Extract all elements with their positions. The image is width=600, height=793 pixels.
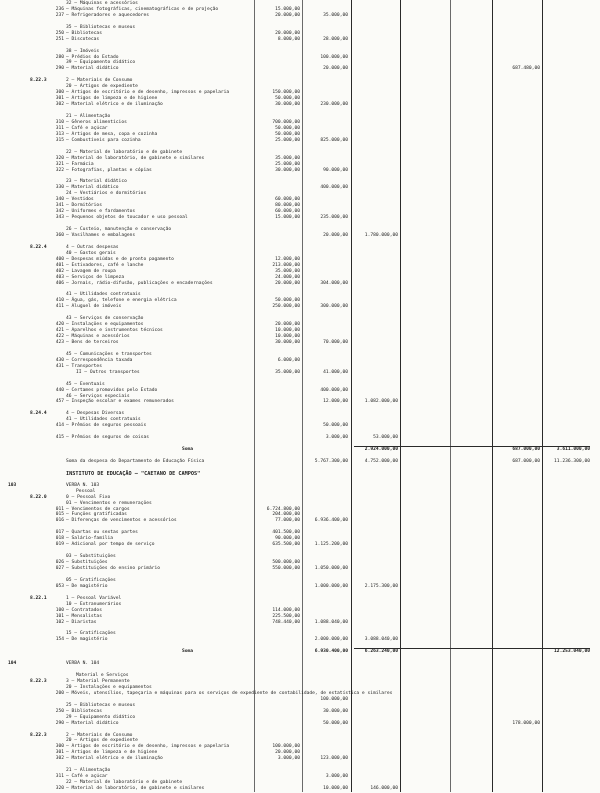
item-code: 301	[55, 96, 64, 102]
item-value: 10.000,00	[275, 334, 300, 340]
item-description: — Diferenças de vencimentos e acessórios	[66, 518, 177, 524]
item-code: 102	[55, 619, 64, 625]
sum-rule	[354, 446, 590, 447]
item-code: 341	[55, 203, 64, 209]
item-value: 50.000,00	[275, 298, 300, 304]
item-description: 38 — Imóveis	[66, 48, 100, 54]
item-value: 10.000,00	[275, 328, 300, 334]
section-code: 8.24.4	[30, 411, 47, 417]
section-code: 8.22.3	[30, 78, 47, 84]
item-value: 213.000,00	[272, 262, 300, 268]
verba-number: 104	[8, 661, 17, 667]
item-value: 20.000,00	[275, 30, 300, 36]
item-description: — Bens de terceiros	[66, 340, 119, 345]
group-subtotal: 123.000,00	[320, 756, 348, 762]
item-value: 20.000,00	[275, 280, 300, 286]
group-subtotal: 3.000,00	[325, 774, 348, 780]
item-value: 114.000,00	[272, 607, 300, 613]
item-value: 100.000,00	[272, 744, 300, 750]
item-description: — De magistério	[66, 583, 108, 589]
category-total: 3.088.040,00	[364, 637, 398, 643]
item-code: 400	[55, 256, 64, 262]
item-code: 330	[55, 185, 64, 191]
item-value: 30.000,00	[275, 102, 300, 108]
item-code: 321	[55, 161, 64, 167]
item-description: 01 — Vencimentos e remunerações	[66, 500, 152, 506]
item-description: — Vasilhames e embalagens	[66, 232, 136, 238]
item-description: — De magistério	[66, 637, 108, 643]
item-value: 6.724.800,00	[266, 506, 300, 512]
item-description: — Artigos de escritório e de desenho, impressos e papelaria	[66, 744, 230, 750]
item-description: 45 — Eventuais	[66, 381, 105, 387]
item-description: — Farmácia	[66, 161, 94, 167]
verba-number: 103	[8, 482, 17, 488]
item-code: 017	[55, 530, 64, 536]
item-description: — Material didático	[66, 66, 119, 72]
item-code: 290	[55, 720, 64, 726]
item-code: 100	[55, 607, 64, 613]
item-value: 25.000,00	[275, 137, 300, 143]
item-description: — Contratados	[66, 607, 102, 613]
item-code: 320	[55, 786, 64, 792]
item-code: 018	[55, 536, 64, 542]
item-description: — Aparelhos e instrumentos técnicos	[66, 328, 163, 334]
item-description: VERBA N. 104	[66, 661, 100, 667]
item-value: 20.000,00	[275, 750, 300, 756]
item-code: 322	[55, 167, 64, 173]
item-value: 250.000,00	[272, 304, 300, 310]
item-value: 50.000,00	[275, 96, 300, 102]
item-value: 3.000,00	[277, 756, 300, 762]
item-description: 22 — Material de laboratório e de gabinete	[66, 149, 183, 155]
item-value: 401.500,00	[272, 530, 300, 536]
item-code: 430	[55, 357, 64, 363]
item-description: — Substituições	[66, 560, 108, 566]
item-value: 35.000,00	[275, 155, 300, 161]
category-total: 4.752.000,00	[364, 458, 398, 464]
item-description: — Material de laboratório, de gabinete e similares	[66, 786, 205, 792]
item-description: — Combustíveis para cozinha	[66, 137, 141, 143]
item-description: 46 — Serviços especiais	[66, 393, 130, 399]
item-description: II — Outros transportes	[76, 369, 140, 375]
item-value: 15.000,00	[275, 6, 300, 12]
item-value: 35.000,00	[275, 268, 300, 274]
item-code: 310	[55, 119, 64, 125]
item-description: — Máquinas e acessórios	[66, 334, 130, 340]
item-code: 250	[55, 30, 64, 36]
item-value: 25.000,00	[275, 161, 300, 167]
item-description: 21 — Alimentação	[66, 114, 111, 119]
group-subtotal: 1.125.200,00	[314, 542, 348, 548]
category-total: 53.000,00	[373, 435, 398, 441]
item-description: — Café e açúcar	[66, 774, 108, 780]
item-description: — Artigos de mesa, copa e cozinha	[66, 131, 158, 137]
item-description: — Salário-família	[66, 536, 114, 542]
item-value: 700.000,00	[272, 119, 300, 125]
item-description: — Quartas ou sextas partes	[66, 530, 138, 536]
item-description: — Material elétrico e de iluminação	[66, 102, 163, 108]
item-description: 2 — Materiais de Consumo	[66, 78, 133, 84]
item-description: 0 — Pessoal Fixo	[66, 494, 111, 500]
item-code: 019	[55, 542, 64, 548]
item-description: — Lavagem de roupa	[66, 268, 116, 274]
group-subtotal: 304.000,00	[320, 280, 348, 286]
group-subtotal: 28.000,00	[323, 36, 348, 42]
item-description: — Vencimentos de cargos	[66, 506, 130, 512]
item-description: — Material didático	[66, 720, 119, 726]
item-value: 6.000,00	[277, 357, 300, 363]
section-code: 8.22.3	[30, 732, 47, 738]
item-description: — Prêmios de seguros pessoais	[66, 423, 147, 429]
item-description: — Mensalistas	[66, 613, 102, 619]
item-description: — Prêmios de seguros de coisas	[66, 435, 149, 441]
item-description: 23 — Material didático	[66, 179, 127, 185]
item-value: 8.000,00	[277, 36, 300, 42]
group-subtotal: 6.930.400,00	[314, 649, 348, 655]
item-code: 415	[55, 435, 64, 441]
item-code: 027	[55, 566, 64, 571]
item-description: — Artigos de limpeza e de higiene	[66, 96, 158, 102]
section-code: 8.22.0	[30, 494, 47, 500]
item-description: — Correspondência taxada	[66, 357, 133, 363]
item-description: 25 — Bibliotecas e museus	[66, 702, 136, 708]
item-description: — Instalações e equipamentos	[66, 322, 144, 328]
item-code: 026	[55, 560, 64, 566]
item-code: 200	[55, 690, 64, 696]
item-code: 457	[55, 399, 64, 405]
item-description: — Aluguel de imóveis	[66, 304, 122, 310]
item-value: 30.000,00	[275, 340, 300, 345]
item-description: — Diaristas	[66, 619, 97, 625]
item-code: 237	[55, 12, 64, 18]
item-code: 016	[55, 518, 64, 524]
item-description: Soma da despesa do Departamento de Educação Física	[66, 458, 205, 464]
permanent-material-total: 687.480,00	[512, 66, 540, 72]
item-value: 12.000,00	[275, 256, 300, 262]
item-description: 20 — Artigos de expediente	[66, 84, 138, 90]
item-description: 35 — Bibliotecas e museus	[66, 24, 136, 30]
item-value: 77.000,00	[275, 518, 300, 524]
item-code: 313	[55, 131, 64, 137]
item-description: — Gêneros alimentícios	[66, 119, 127, 125]
item-value: 550.000,00	[272, 566, 300, 571]
item-description: 05 — Gratificações	[66, 577, 116, 583]
item-description: 4 — Outras despesas	[66, 244, 119, 250]
item-value: 15.000,00	[275, 215, 300, 221]
item-code: 403	[55, 274, 64, 280]
item-description: — Máquinas fotográficas, cinematográficas e de projeção	[66, 6, 219, 12]
item-description: — Certames promovidos pelo Estado	[66, 387, 158, 393]
item-code: 311	[55, 125, 64, 131]
group-subtotal: 30.000,00	[323, 708, 348, 714]
item-description: — Refrigeradores e aquecedores	[66, 12, 149, 18]
item-code: 300	[55, 744, 64, 750]
item-code: 302	[55, 102, 64, 108]
item-description: VERBA N. 103	[66, 482, 100, 488]
group-subtotal: 3.000,00	[325, 435, 348, 441]
item-value: 20.000,00	[275, 12, 300, 18]
group-subtotal: 230.000,00	[320, 102, 348, 108]
item-description: 40 — Gastos gerais	[66, 250, 116, 256]
item-code: 342	[55, 209, 64, 215]
item-code: 251	[55, 36, 64, 42]
group-subtotal: 50.000,00	[323, 423, 348, 429]
item-code: 343	[55, 215, 64, 221]
item-code: 440	[55, 387, 64, 393]
item-value: 24.000,00	[275, 274, 300, 280]
item-description: Soma	[182, 649, 194, 655]
item-description: — Estivadores, café e lanche	[66, 262, 144, 268]
item-code: 401	[55, 262, 64, 268]
grand-total: 12.253.040,00	[554, 649, 590, 655]
group-subtotal: 20.000,00	[323, 232, 348, 238]
item-description: — Vestidos	[66, 197, 94, 203]
item-description: Material e Serviços	[76, 673, 129, 679]
item-value: 748.440,00	[272, 619, 300, 625]
section-code: 8.22.4	[30, 244, 47, 250]
category-total: 1.082.000,00	[364, 399, 398, 405]
item-description: — Dormitórios	[66, 203, 102, 209]
item-description: — Jornais, rádio-difusão, publicações e encadernações	[66, 280, 213, 286]
item-code: 421	[55, 328, 64, 334]
item-value: 60.000,00	[275, 197, 300, 203]
group-subtotal: 100.000,00	[320, 696, 348, 702]
item-description: — Transportes	[66, 363, 102, 369]
group-subtotal: 10.000,00	[323, 786, 348, 792]
item-code: 420	[55, 322, 64, 328]
group-subtotal: 1.088.040,00	[314, 619, 348, 625]
item-code: 315	[55, 137, 64, 143]
item-code: 053	[55, 583, 64, 589]
item-description: INSTITUTO DE EDUCAÇÃO — "CAETANO DE CAMPOS"	[66, 470, 201, 477]
item-value: 500.000,00	[272, 560, 300, 566]
item-description: 24 — Vestiários e dormitórios	[66, 191, 147, 197]
item-code: 300	[55, 90, 64, 96]
item-description: — Artigos de escritório e de desenho, impressos e papelaria	[66, 90, 230, 96]
item-code: 301	[55, 750, 64, 756]
item-code: 302	[55, 756, 64, 762]
item-code: 101	[55, 613, 64, 619]
item-code: 250	[55, 708, 64, 714]
item-description: 20 — Instalações e equipamentos	[66, 684, 152, 690]
item-description: 2 — Materiais de Consumo	[66, 732, 133, 738]
group-subtotal: 35.000,00	[323, 12, 348, 18]
item-code: 406	[55, 280, 64, 286]
item-code: 360	[55, 232, 64, 238]
group-subtotal: 6.936.400,00	[314, 518, 348, 524]
item-value: 60.000,00	[275, 209, 300, 215]
category-total: 2.924.000,00	[364, 447, 398, 453]
item-code: 011	[55, 506, 64, 512]
group-subtotal: 1.050.000,00	[314, 566, 348, 571]
item-description: 39 — Equipamento didático	[66, 60, 136, 66]
item-description: — Bibliotecas	[66, 708, 102, 714]
item-description: Pessoal	[76, 488, 96, 494]
item-description: 41 — Utilidades contratuais	[66, 292, 141, 298]
item-description: 1 — Pessoal Variável	[66, 595, 122, 601]
item-value: 50.000,00	[275, 131, 300, 137]
group-subtotal: 50.000,00	[323, 720, 348, 726]
item-code: 340	[55, 197, 64, 203]
group-subtotal: 41.000,00	[323, 369, 348, 375]
item-description: 10 — Extranumerários	[66, 601, 122, 607]
item-value: 50.000,00	[275, 125, 300, 131]
item-description: — Adicional por tempo de serviço	[66, 542, 155, 548]
item-description: — Serviços de limpeza	[66, 274, 125, 280]
item-code: 410	[55, 298, 64, 304]
item-value: 30.000,00	[275, 167, 300, 173]
item-value: 20.000,00	[275, 322, 300, 328]
permanent-material-total: 687.000,00	[512, 458, 540, 464]
item-value: 225.500,00	[272, 613, 300, 619]
item-code: 280	[55, 54, 64, 60]
item-description: — Despesas miúdas e de pronto pagamento	[66, 256, 174, 262]
section-code: 8.22.1	[30, 595, 47, 601]
group-subtotal: 825.000,00	[320, 137, 348, 143]
group-subtotal: 5.767.300,00	[314, 458, 348, 464]
item-code: 015	[55, 512, 64, 518]
item-description: — Móveis, utensílios, tapeçaria e máquinas para os serviços de expediente de contabilidade, de estatística e similares	[66, 690, 393, 696]
item-description: — Substituições do ensino primário	[66, 566, 161, 571]
group-subtotal: 235.000,00	[320, 215, 348, 221]
item-description: 29 — Equipamento didático	[66, 714, 136, 720]
item-value: 80.000,00	[275, 203, 300, 209]
group-subtotal: 2.000.000,00	[314, 637, 348, 643]
permanent-material-total: 178.000,00	[512, 720, 540, 726]
group-subtotal: 12.000,00	[323, 399, 348, 405]
group-subtotal: 400.000,00	[320, 185, 348, 191]
item-code: 422	[55, 334, 64, 340]
item-value: 204.000,00	[272, 512, 300, 518]
item-description: — Café e açúcar	[66, 125, 108, 131]
item-description: 21 — Alimentação	[66, 768, 111, 774]
item-code: 414	[55, 423, 64, 429]
item-value: 35.000,00	[275, 369, 300, 375]
item-description: Soma	[182, 447, 194, 453]
item-code: 236	[55, 6, 64, 12]
item-description: — Pequenos objetos de toucador e uso pessoal	[66, 215, 188, 221]
item-description: — Bibliotecas	[66, 30, 102, 36]
category-total: 2.175.300,00	[364, 583, 398, 589]
group-subtotal: 20.000,00	[323, 66, 348, 72]
item-description: — Material de laboratório, de gabinete e similares	[66, 155, 205, 161]
group-subtotal: 70.000,00	[323, 340, 348, 345]
item-description: — Artigos de limpeza e de higiene	[66, 750, 158, 756]
item-description: — Inspeção escolar e exames remunerados	[66, 399, 174, 405]
item-code: 411	[55, 304, 64, 310]
item-description: 03 — Substituições	[66, 554, 116, 560]
item-description: 32 — Máquinas e acessórios	[66, 1, 138, 6]
item-description: 43 — Serviços de conservação	[66, 316, 144, 322]
item-code: 431	[55, 363, 64, 369]
item-value: 150.000,00	[272, 90, 300, 96]
group-subtotal: 100.000,00	[320, 54, 348, 60]
group-subtotal: 90.000,00	[323, 167, 348, 173]
item-description: — Água, gás, telefone e energia elétrica	[66, 298, 177, 304]
item-description: 15 — Gratificações	[66, 631, 116, 637]
item-code: 402	[55, 268, 64, 274]
item-value: 635.500,00	[272, 542, 300, 548]
item-code: 320	[55, 155, 64, 161]
item-description: — Material elétrico e de iluminação	[66, 756, 163, 762]
item-description: 26 — Custeio, manutenção e conservação	[66, 227, 172, 232]
category-total: 1.780.000,00	[364, 232, 398, 238]
grand-total: 3.611.000,00	[556, 447, 590, 453]
budget-row	[0, 785, 600, 793]
item-description: 3 — Material Permanente	[66, 679, 130, 684]
section-code: 8.22.3	[30, 679, 47, 684]
item-description: — Funções gratificadas	[66, 512, 127, 518]
item-description: — Discotecas	[66, 36, 100, 42]
item-value: 90.000,00	[275, 536, 300, 542]
item-description: — Uniformes e fardamentos	[66, 209, 136, 215]
item-description: — Material didático	[66, 185, 119, 191]
item-code: 290	[55, 66, 64, 72]
item-description: — Fotografias, plantas e cópias	[66, 167, 152, 173]
group-subtotal: 1.000.000,00	[314, 583, 348, 589]
item-description: 4 — Despesas Diversas	[66, 411, 125, 417]
category-total: 6.263.240,00	[364, 649, 398, 655]
category-total: 146.000,00	[370, 786, 398, 792]
item-code: 311	[55, 774, 64, 780]
item-code: 423	[55, 340, 64, 345]
permanent-material-total: 687.000,00	[512, 447, 540, 453]
item-code: 154	[55, 637, 64, 643]
grand-total: 11.236.300,00	[554, 458, 590, 464]
group-subtotal: 400.000,00	[320, 387, 348, 393]
sum-rule	[354, 648, 590, 649]
item-description: 41 — Utilidades contratuais	[66, 417, 141, 423]
item-description: — Prédios do Estado	[66, 54, 119, 60]
item-description: 20 — Artigos de expediente	[66, 738, 138, 744]
group-subtotal: 300.000,00	[320, 304, 348, 310]
item-description: 45 — Comunicações e transportes	[66, 351, 152, 357]
item-description: 22 — Material de laboratório e de gabinete	[66, 780, 183, 786]
